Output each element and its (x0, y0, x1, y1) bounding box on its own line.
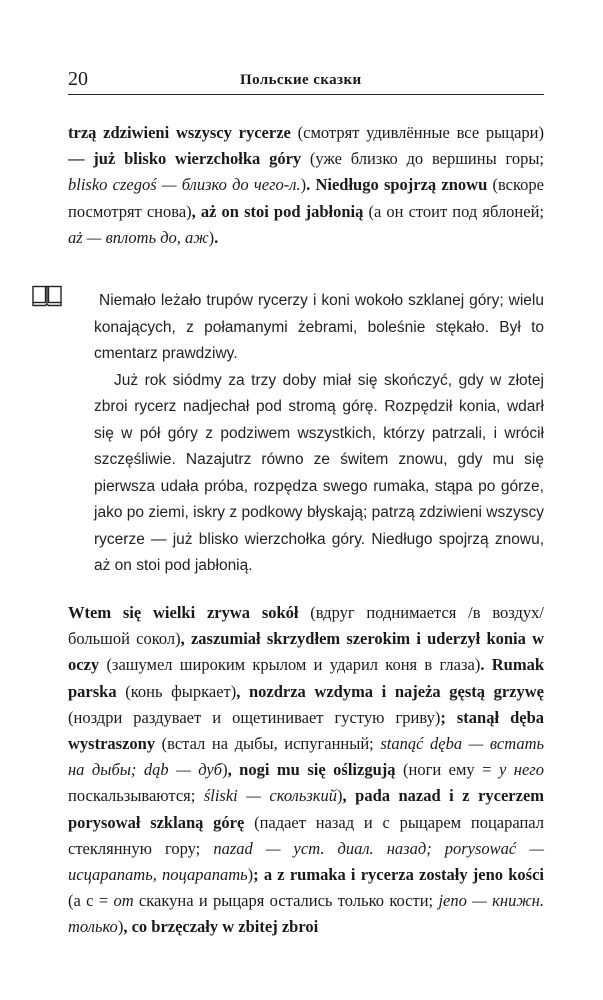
russian-translation: (ноги ему = (395, 760, 499, 780)
russian-translation: (вдруг поднимается /в воздух/ большой сокол) (68, 603, 544, 649)
glossary-paragraph-top (68, 120, 544, 251)
polish-phrase: . (214, 227, 219, 247)
russian-translation: (вскоре посмотрят снова) (68, 175, 545, 221)
running-title: Польские сказки (240, 72, 362, 88)
russian-translation: (падает назад и с рыцарем поцарапал стеклянную гору; (68, 812, 544, 858)
dictionary-note: aż — вплоть до, аж (68, 227, 209, 247)
dictionary-note: nazad — уст. диал. назад; porysować — исцарапать, поцарапать (68, 838, 544, 885)
russian-translation: (смотрят удивлённые все рыцари) (290, 123, 544, 142)
running-header (68, 62, 544, 95)
dictionary-note: от (113, 891, 134, 911)
dictionary-note: jeno — книжн. только (68, 891, 544, 937)
polish-phrase: ; a z rumaka i rycerza zostały jeno kości (253, 865, 545, 885)
russian-translation: (ноздри раздувает и ощетинивает густую гриву) (68, 707, 441, 727)
polish-phrase: , aż on stoi pod jabłonią (191, 201, 364, 221)
polish-phrase: — już blisko wierzchołka góry (68, 149, 302, 169)
polish-phrase: , nogi mu się oślizgują (227, 760, 396, 780)
russian-translation: поскальзываются; (68, 786, 204, 806)
polish-phrase: . Rumak parska (68, 655, 544, 701)
russian-translation: (а он стоит под яблоней; (363, 201, 545, 221)
dictionary-note: stanąć dęba — встать на дыбы; dąb — дуб (68, 734, 544, 780)
russian-translation: скакуна и рыцаря остались только кости; (133, 891, 439, 911)
dictionary-note: blisko czegoś — близко до чего-л. (68, 175, 301, 195)
russian-translation: (уже близко до вершины горы; (301, 149, 544, 169)
open-book-icon (32, 285, 62, 307)
russian-translation: ) (300, 175, 307, 195)
polish-paragraph-1: Niemało leżało trupów rycerzy i koni wokoło szklanej góry; wielu konających, z połamanymi żebrami, boleśnie stękało. Był to cmentarz prawdziwy. (94, 292, 544, 362)
polish-phrase: trzą zdziwieni wszyscy rycerze (68, 123, 291, 142)
glossary-paragraph-bottom (68, 600, 544, 941)
russian-translation: ) (117, 917, 124, 937)
polish-phrase: , co brzęczały w zbitej zbroi (123, 917, 319, 937)
russian-translation: ) (337, 786, 343, 806)
russian-translation: ) (247, 865, 254, 885)
polish-phrase: , pada nazad i z rycerzem porysował szklaną górę (68, 786, 545, 832)
dictionary-note: у него (498, 760, 544, 780)
polish-phrase: , nozdrza wzdyma i najeża gęstą grzywę (236, 681, 544, 701)
russian-translation: (конь фыркает) (116, 681, 237, 701)
russian-translation: ) (222, 760, 228, 780)
polish-phrase: Wtem się wielki zrywa sokół (68, 603, 299, 622)
russian-translation: ) (208, 227, 215, 247)
russian-translation: (встал на дыбы, испуганный; (155, 734, 381, 754)
russian-translation: (зашумел широким крылом и ударил коня в глаза) (99, 655, 481, 675)
polish-phrase: . Niedługo spojrzą znowu (306, 175, 488, 195)
polish-paragraph-2: Już rok siódmy za trzy doby miał się skończyć, gdy w złotej zbroi rycerz nadjechał pod stromą górę. Rozpędził konia, wdarł się w pół góry z podziwem wszystkich, którzy patrzali, i wrócił szczęśliwie. Nazajutrz równo ze świtem znowu, gdy mu się pierwsza udała próba, rozpędza swego rumaka, stąpa po górze, jako po ziemi, iskry z podkowy błyskają; patrzą zdziwieni wszyscy rycerze — już blisko wierzchołka góry. Niedługo spojrzą znowu, aż on stoi pod jabłonią. (94, 371, 544, 574)
polish-phrase: ; stanął dęba wystraszony (68, 707, 544, 754)
polish-source-text (94, 288, 544, 580)
polish-phrase: , zaszumiał skrzydłem szerokim i uderzył konia w oczy (68, 629, 544, 675)
dictionary-note: śliski — скользкий (203, 786, 338, 806)
russian-translation: (а с = (68, 891, 114, 911)
page-number: 20 (68, 68, 88, 90)
